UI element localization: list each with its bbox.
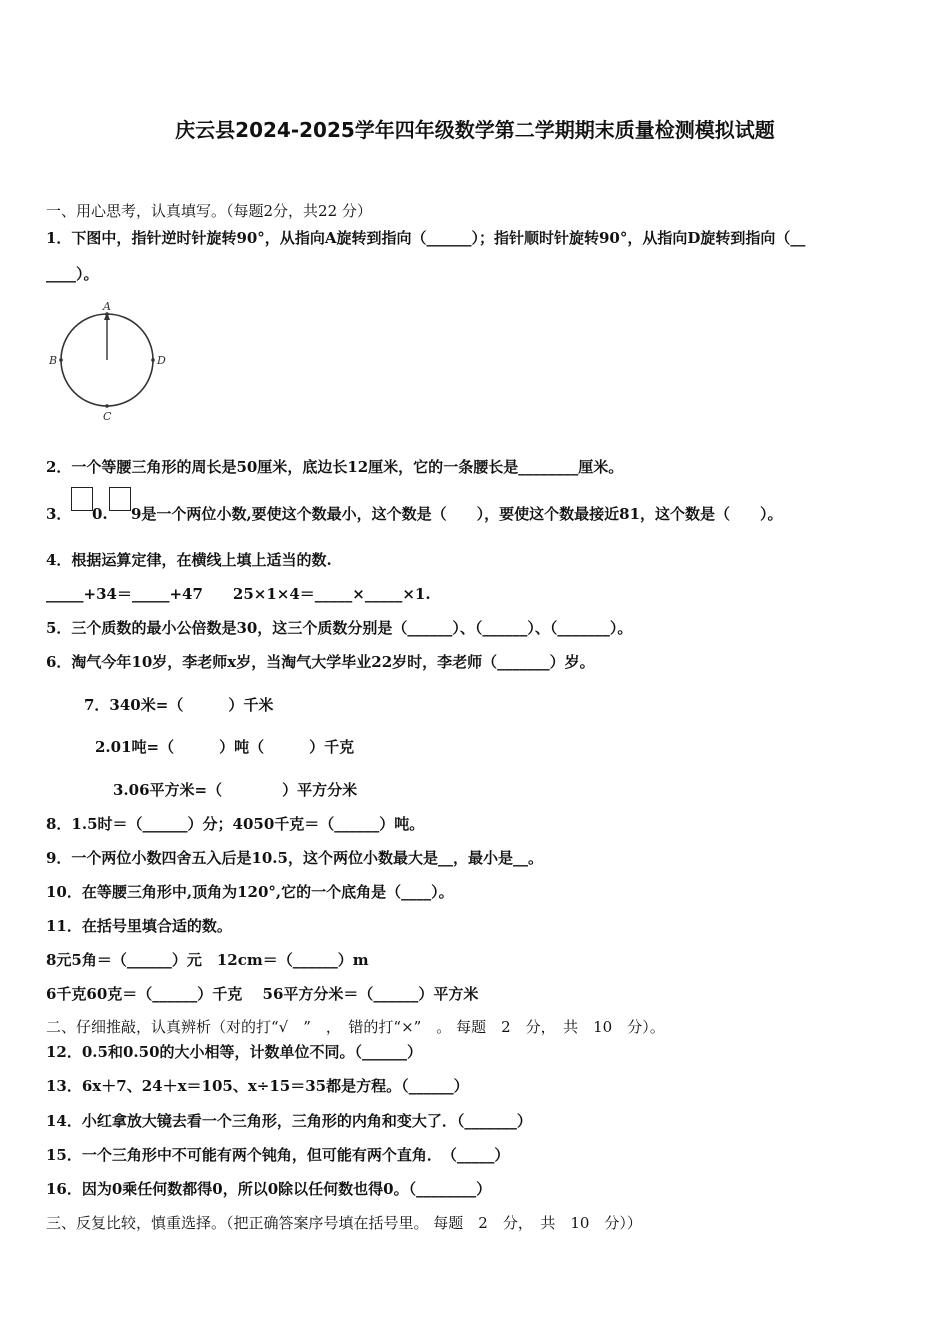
- question-3-text: 9是一个两位小数,要使这个数最小，这个数是（ ），要使这个数最接近81，这个数是（ ）。: [131, 505, 783, 523]
- section-3-heading: 三、反复比较，慎重选择。（把正确答案序号填在括号里。 每题 2 分， 共 10 分））: [46, 1214, 642, 1232]
- question-7-a: 7．340米=（ ）千米: [84, 696, 274, 714]
- question-14: 14．小红拿放大镜去看一个三角形，三角形的内角和变大了．（_______）: [46, 1112, 532, 1130]
- question-3-decimal: 0.: [92, 505, 108, 523]
- question-15: 15．一个三角形中不可能有两个钝角，但可能有两个直角． （_____）: [46, 1146, 510, 1164]
- question-11-line-2: 8元5角＝（______）元 12cm＝（______）m: [46, 951, 369, 969]
- digit-box-1: [71, 487, 93, 511]
- page-title: 庆云县2024-2025学年四年级数学第二学期期末质量检测模拟试题: [175, 118, 775, 142]
- question-9: 9．一个两位小数四舍五入后是10.5，这个两位小数最大是__，最小是__。: [46, 849, 543, 867]
- question-4-line-2: _____+34＝_____+47 25×1×4＝_____×_____×1.: [46, 585, 431, 603]
- question-6: 6．淘气今年10岁，李老师x岁，当淘气大学毕业22岁时，李老师（_______）岁。: [46, 653, 595, 671]
- question-16: 16．因为0乘任何数都得0，所以0除以任何数也得0。（________）: [46, 1180, 492, 1198]
- question-11-line-1: 11．在括号里填合适的数。: [46, 917, 232, 935]
- clock-dial-figure: [40, 298, 180, 426]
- label-b: B: [49, 354, 58, 367]
- question-7-b: 2.01吨=（ ）吨（ ）千克: [95, 738, 355, 756]
- question-3-number: 3．: [46, 505, 72, 523]
- question-8: 8．1.5时＝（______）分；4050千克＝（______）吨。: [46, 815, 425, 833]
- question-5: 5．三个质数的最小公倍数是30，这三个质数分别是（______）、（______）、（_______）。: [46, 619, 633, 637]
- label-a: A: [103, 300, 111, 313]
- question-1-line-2: ____）。: [46, 265, 99, 283]
- question-7-c: 3.06平方米=（ ）平方分米: [113, 781, 358, 799]
- digit-box-2: [109, 487, 131, 511]
- question-2: 2．一个等腰三角形的周长是50厘米，底边长12厘米，它的一条腰长是________厘米。: [46, 458, 624, 476]
- question-12: 12．0.5和0.50的大小相等，计数单位不同。（______）: [46, 1043, 423, 1061]
- question-4-line-1: 4．根据运算定律，在横线上填上适当的数.: [46, 551, 332, 569]
- label-c: C: [103, 410, 112, 423]
- question-11-line-3: 6千克60克＝（______）千克 56平方分米＝（______）平方米: [46, 985, 479, 1003]
- question-10: 10．在等腰三角形中,顶角为120°,它的一个底角是（____）。: [46, 883, 454, 901]
- section-2-heading: 二、仔细推敲，认真辨析（对的打“√ ” ， 错的打“×” 。 每题 2 分， 共 10 分）。: [46, 1018, 665, 1036]
- label-d: D: [157, 354, 166, 367]
- question-1-line-1: 1．下图中，指针逆时针旋转90°，从指向A旋转到指向（______）；指针顺时针旋转90°，从指向D旋转到指向（__: [46, 229, 806, 247]
- section-1-heading: 一、用心思考，认真填写。（每题2分，共22 分）: [46, 202, 372, 220]
- question-13: 13．6x＋7、24＋x＝105、x÷15＝35都是方程。（______）: [46, 1077, 469, 1095]
